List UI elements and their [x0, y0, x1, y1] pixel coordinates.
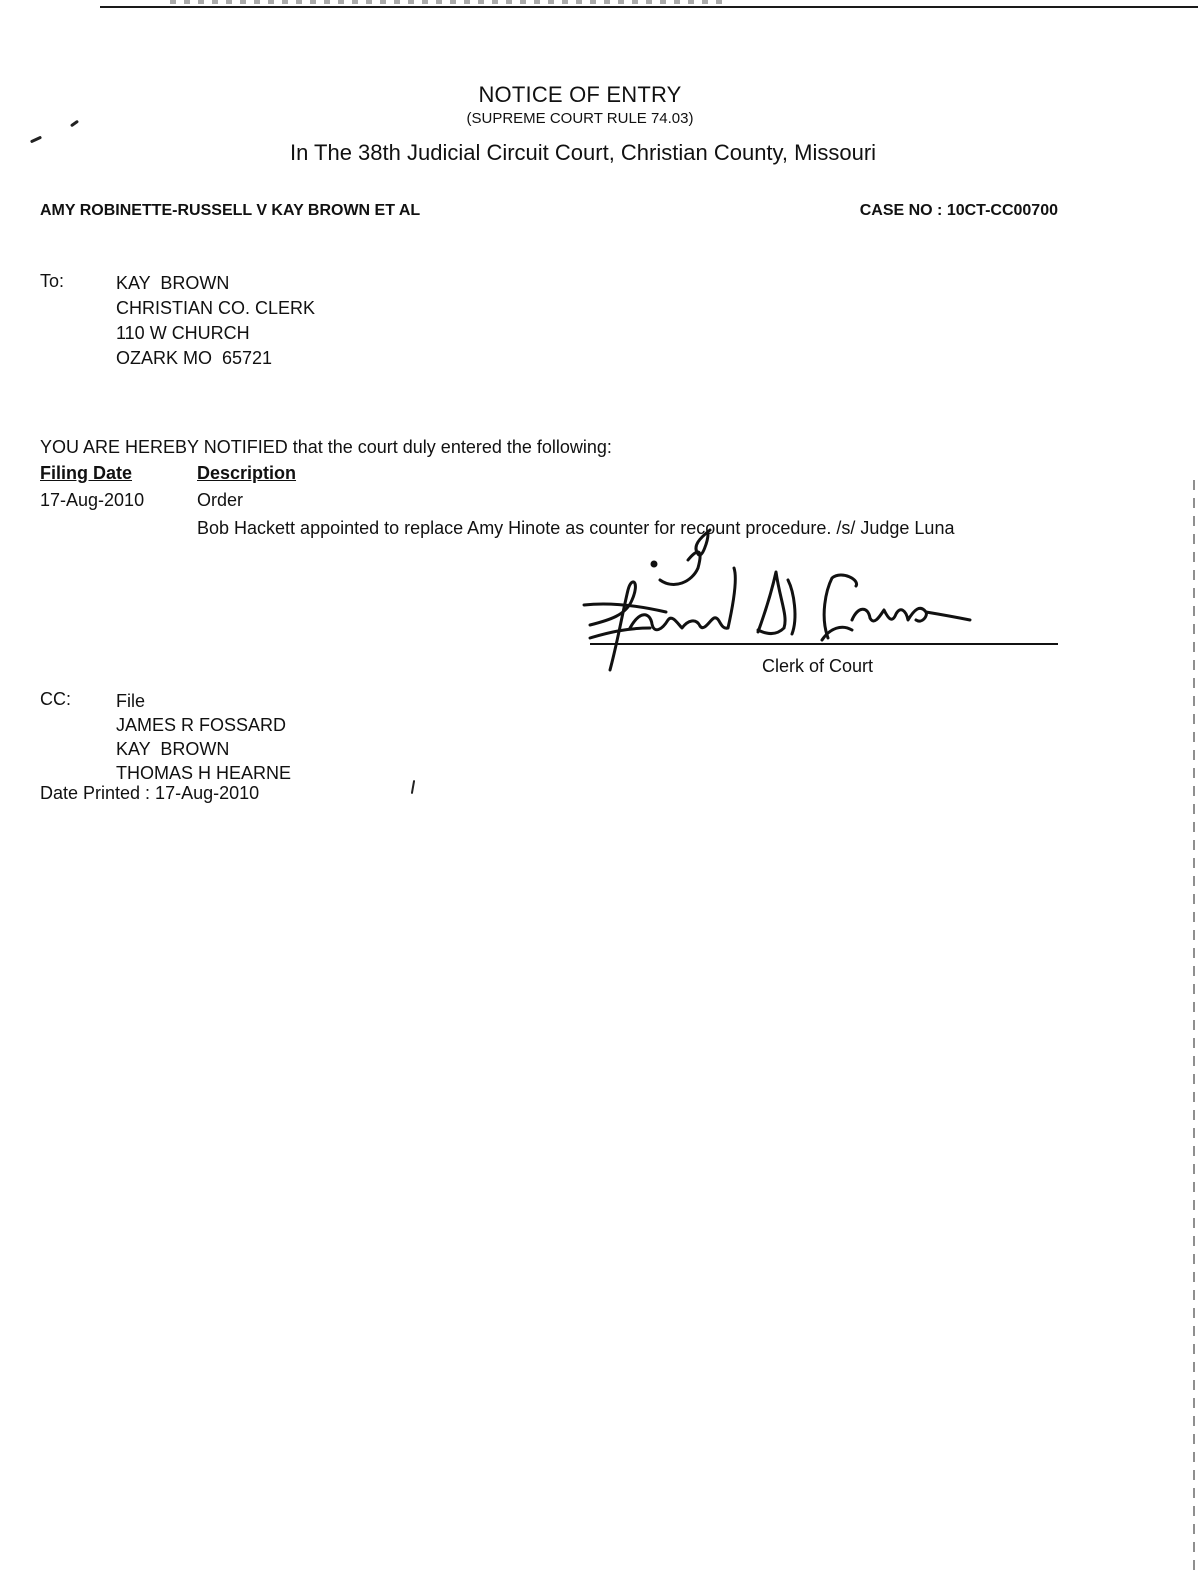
- signature-caption: Clerk of Court: [762, 656, 874, 676]
- cc-recipient: KAY BROWN: [116, 739, 230, 759]
- cc-recipient: File: [116, 691, 146, 711]
- stray-pen-mark: [411, 780, 415, 794]
- entry-description: Bob Hackett appointed to replace Amy Hinote as counter for recount procedure. /s/ Judge Luna: [197, 518, 955, 538]
- address-line: KAY BROWN: [116, 273, 230, 293]
- filing-date-header: Filing Date: [40, 463, 133, 483]
- scan-top-border-line: [100, 6, 1198, 8]
- rule-subtitle: (SUPREME COURT RULE 74.03): [466, 110, 694, 127]
- entry-filing-date: 17-Aug-2010: [40, 490, 145, 510]
- notice-statement: YOU ARE HEREBY NOTIFIED that the court duly entered the following:: [40, 437, 612, 457]
- entry-type: Order: [197, 490, 244, 510]
- recipient-address: [116, 271, 315, 371]
- date-printed: Date Printed : 17-Aug-2010: [40, 783, 260, 803]
- cc-recipients: [116, 689, 291, 785]
- scan-top-noise: [170, 0, 730, 4]
- address-line: CHRISTIAN CO. CLERK: [116, 298, 316, 318]
- cc-recipient: JAMES R FOSSARD: [116, 715, 287, 735]
- case-number: CASE NO : 10CT-CC00700: [859, 202, 1058, 219]
- case-title: AMY ROBINETTE-RUSSELL V KAY BROWN ET AL: [40, 202, 421, 219]
- notice-title: NOTICE OF ENTRY: [478, 82, 682, 107]
- address-line: 110 W CHURCH: [116, 323, 250, 343]
- description-header: Description: [197, 463, 297, 483]
- address-line: OZARK MO 65721: [116, 348, 273, 368]
- cc-label: CC:: [40, 689, 71, 709]
- scan-right-edge-line: [1193, 480, 1195, 1576]
- to-label: To:: [40, 271, 65, 291]
- signature-line: [590, 643, 1058, 645]
- cc-recipient: THOMAS H HEARNE: [116, 763, 292, 783]
- court-name: In The 38th Judicial Circuit Court, Christian County, Missouri: [289, 140, 877, 165]
